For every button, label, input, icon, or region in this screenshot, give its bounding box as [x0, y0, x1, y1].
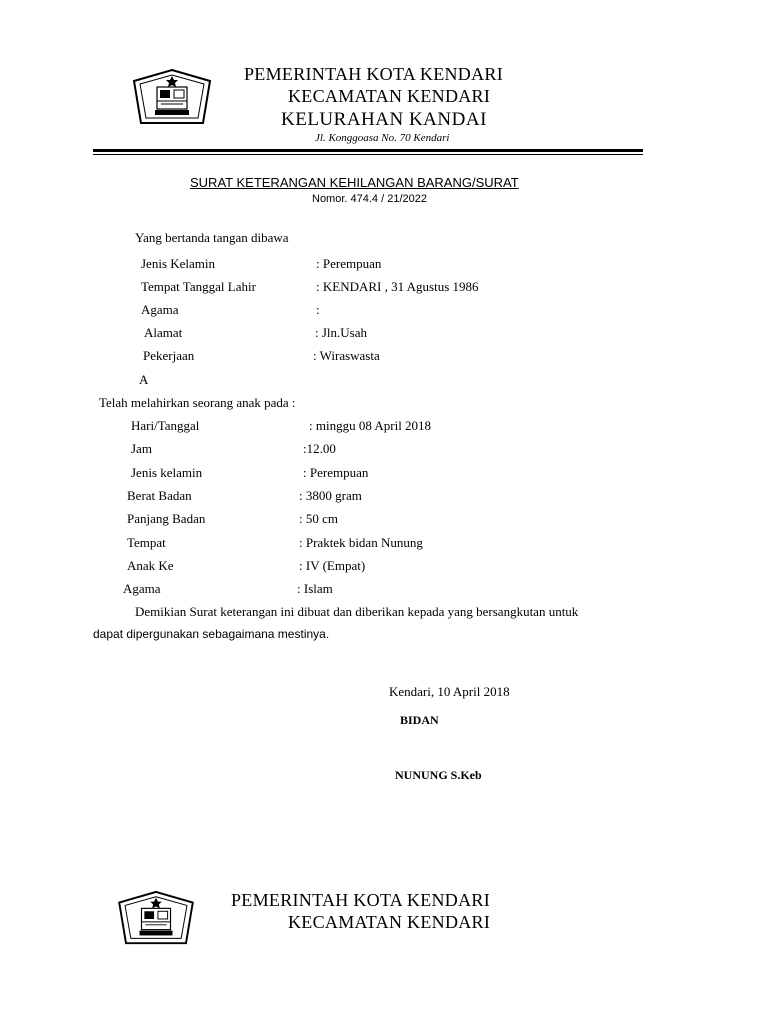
letter-number: Nomor. 474.4 / 21/2022: [312, 193, 427, 205]
birth-value-agama: : Islam: [297, 581, 333, 596]
header-divider-thick: [93, 149, 643, 152]
field-label-alamat: Alamat: [144, 325, 183, 340]
field-value-pekerjaan: : Wiraswasta: [313, 348, 380, 363]
birth-label-jam: Jam: [131, 441, 152, 456]
birth-label-anak-ke: Anak Ke: [127, 558, 174, 573]
birth-label-hari: Hari/Tanggal: [131, 418, 200, 433]
birth-intro: Telah melahirkan seorang anak pada :: [99, 395, 296, 410]
header-line-3: KELURAHAN KANDAI: [281, 109, 487, 130]
field-value-alamat: : Jln.Usah: [315, 325, 367, 340]
birth-value-jam: :12.00: [303, 441, 336, 456]
next-header-line-2: KECAMATAN KENDARI: [288, 912, 491, 932]
birth-value-tempat: : Praktek bidan Nunung: [299, 535, 423, 550]
header-line-1: PEMERINTAH KOTA KENDARI: [244, 64, 504, 84]
field-label-jenis-kelamin: Jenis Kelamin: [141, 256, 216, 271]
birth-value-anak-ke: : IV (Empat): [299, 558, 366, 573]
field-value-jenis-kelamin: : Perempuan: [316, 256, 382, 271]
header-address: Jl. Konggoasa No. 70 Kendari: [315, 132, 450, 144]
header-line-2: KECAMATAN KENDARI: [288, 86, 491, 106]
birth-label-berat: Berat Badan: [127, 488, 192, 503]
next-header-line-1: PEMERINTAH KOTA KENDARI: [231, 890, 491, 910]
field-value-ttl: : KENDARI , 31 Agustus 1986: [316, 279, 479, 294]
stray-letter: A: [139, 372, 149, 387]
field-label-agama: Agama: [141, 302, 179, 317]
birth-value-hari: : minggu 08 April 2018: [309, 418, 432, 433]
closing-line-2: dapat dipergunakan sebagaimana mestinya.: [93, 627, 330, 641]
intro-text: Yang bertanda tangan dibawa: [135, 230, 289, 245]
header-divider-thin: [93, 154, 643, 155]
birth-label-jenis-kelamin: Jenis kelamin: [131, 465, 203, 480]
field-value-agama: :: [316, 302, 320, 317]
closing-line-1: Demikian Surat keterangan ini dibuat dan diberikan kepada yang bersangkutan untuk: [135, 604, 579, 619]
letter-title: SURAT KETERANGAN KEHILANGAN BARANG/SURAT: [190, 175, 519, 190]
signer-name: NUNUNG S.Keb: [395, 768, 482, 782]
birth-value-jenis-kelamin: : Perempuan: [303, 465, 369, 480]
kota-kendari-emblem-icon-page-2: [116, 889, 196, 949]
birth-label-agama: Agama: [123, 581, 161, 596]
place-date: Kendari, 10 April 2018: [389, 684, 510, 699]
kota-kendari-emblem-icon: [131, 67, 213, 129]
birth-value-berat: : 3800 gram: [299, 488, 362, 503]
field-label-pekerjaan: Pekerjaan: [143, 348, 195, 363]
birth-label-tempat: Tempat: [127, 535, 166, 550]
birth-value-panjang: : 50 cm: [299, 511, 338, 526]
field-label-ttl: Tempat Tanggal Lahir: [141, 279, 256, 294]
birth-label-panjang: Panjang Badan: [127, 511, 206, 526]
signer-role: BIDAN: [400, 713, 439, 727]
